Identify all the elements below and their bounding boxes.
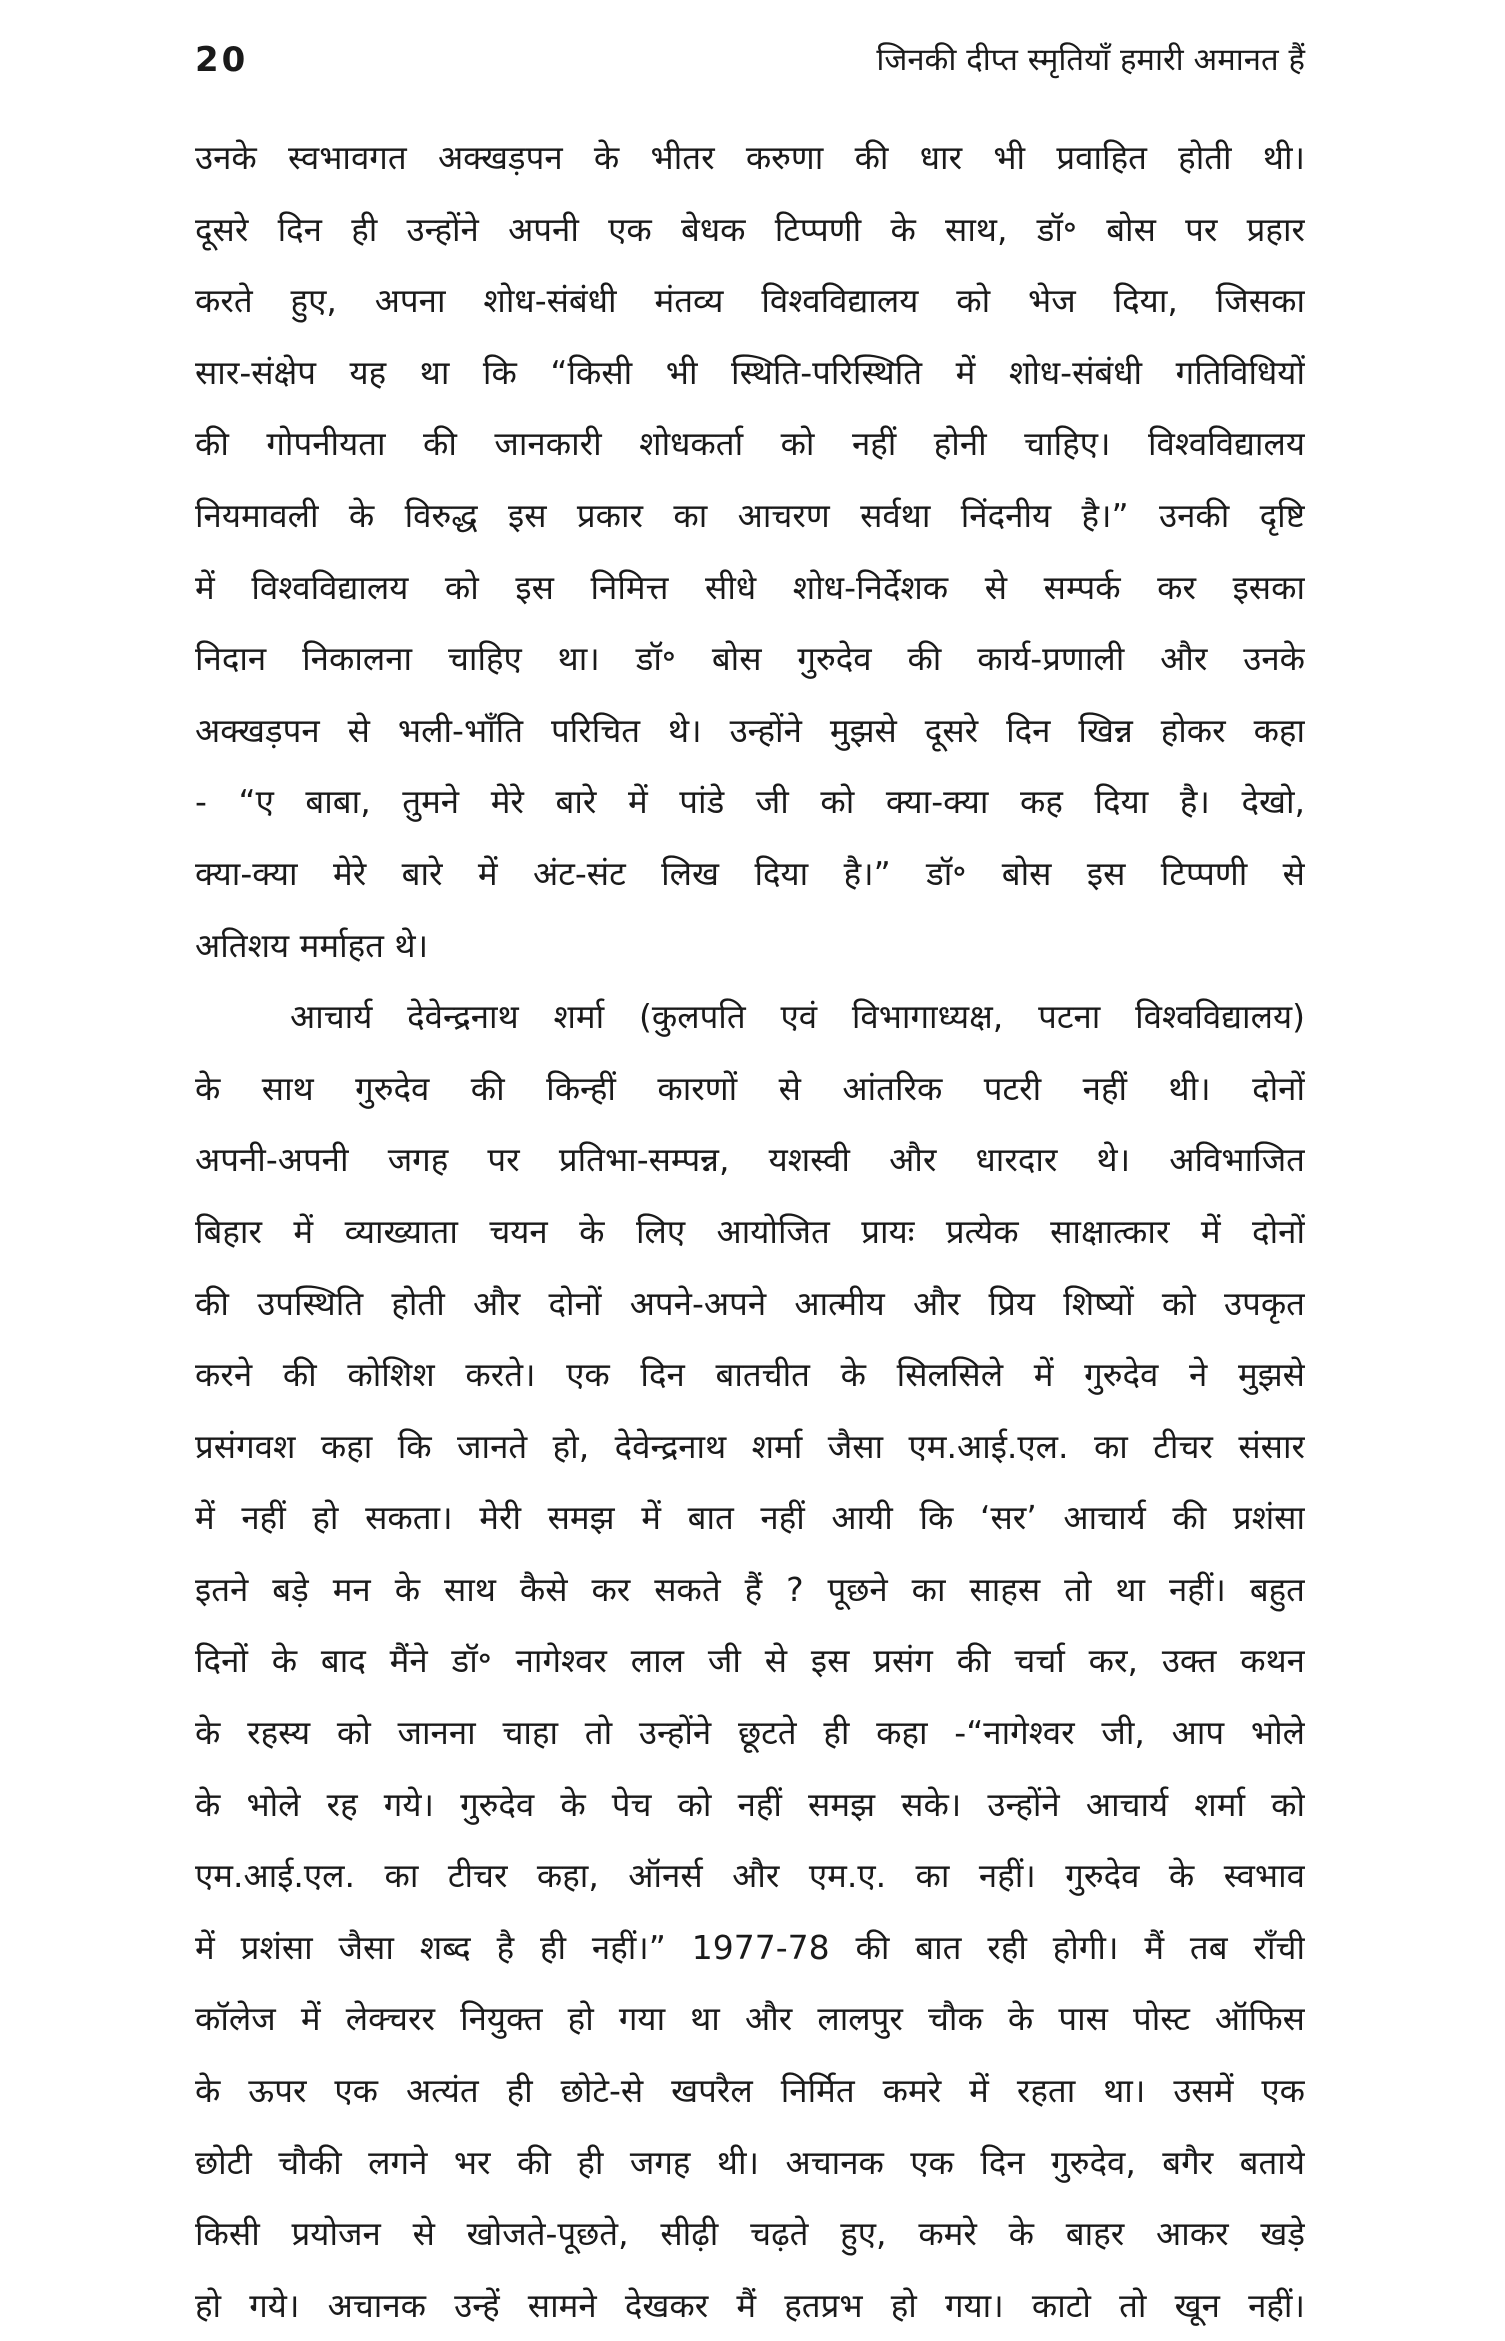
text-line: एम.आई.एल. का टीचर कहा, ऑनर्स और एम.ए. का नहीं। गुरुदेव के स्वभाव bbox=[195, 1856, 1305, 1896]
page-number: 20 bbox=[195, 40, 249, 80]
text-line: प्रसंगवश कहा कि जानते हो, देवेन्द्रनाथ शर्मा जैसा एम.आई.एल. का टीचर संसार bbox=[195, 1426, 1305, 1466]
text-line: के रहस्य को जानना चाहा तो उन्होंने छूटते ही कहा -“नागेश्वर जी, आप भोले bbox=[195, 1713, 1305, 1753]
text-line: के साथ गुरुदेव की किन्हीं कारणों से आंतरिक पटरी नहीं थी। दोनों bbox=[195, 1068, 1305, 1108]
text-line: कॉलेज में लेक्चरर नियुक्त हो गया था और लालपुर चौक के पास पोस्ट ऑफिस bbox=[195, 1999, 1305, 2039]
text-line: सार-संक्षेप यह था कि “किसी भी स्थिति-परिस्थिति में शोध-संबंधी गतिविधियों bbox=[195, 352, 1305, 392]
text-line: अपनी-अपनी जगह पर प्रतिभा-सम्पन्न, यशस्वी और धारदार थे। अविभाजित bbox=[195, 1140, 1305, 1180]
text-line: अतिशय मर्माहत थे। bbox=[195, 925, 429, 965]
text-line: क्या-क्या मेरे बारे में अंट-संट लिख दिया है।” डॉ॰ बोस इस टिप्पणी से bbox=[195, 853, 1305, 893]
text-line: अक्खड़पन से भली-भाँति परिचित थे। उन्होंने मुझसे दूसरे दिन खिन्न होकर कहा bbox=[195, 710, 1305, 750]
text-line: दिनों के बाद मैंने डॉ॰ नागेश्वर लाल जी से इस प्रसंग की चर्चा कर, उक्त कथन bbox=[195, 1641, 1305, 1681]
text-line: दूसरे दिन ही उन्होंने अपनी एक बेधक टिप्पणी के साथ, डॉ॰ बोस पर प्रहार bbox=[195, 209, 1305, 249]
text-line: के भोले रह गये। गुरुदेव के पेच को नहीं समझ सके। उन्होंने आचार्य शर्मा को bbox=[195, 1784, 1305, 1824]
text-line: में विश्वविद्यालय को इस निमित्त सीधे शोध-निर्देशक से सम्पर्क कर इसका bbox=[195, 567, 1305, 607]
paragraph-2 bbox=[195, 981, 1305, 2341]
text-line: आचार्य देवेन्द्रनाथ शर्मा (कुलपति एवं विभागाध्यक्ष, पटना विश्वविद्यालय) bbox=[290, 997, 1305, 1037]
text-line: निदान निकालना चाहिए था। डॉ॰ बोस गुरुदेव की कार्य-प्रणाली और उनके bbox=[195, 639, 1305, 679]
text-line: करने की कोशिश करते। एक दिन बातचीत के सिलसिले में गुरुदेव ने मुझसे bbox=[195, 1355, 1305, 1395]
text-line: की उपस्थिति होती और दोनों अपने-अपने आत्मीय और प्रिय शिष्यों को उपकृत bbox=[195, 1283, 1305, 1323]
text-line: छोटी चौकी लगने भर की ही जगह थी। अचानक एक दिन गुरुदेव, बगैर बताये bbox=[195, 2142, 1305, 2182]
body-text bbox=[195, 122, 1305, 2341]
paragraph-1 bbox=[195, 122, 1305, 981]
page-header bbox=[195, 40, 1305, 100]
text-line: - “ए बाबा, तुमने मेरे बारे में पांडे जी को क्या-क्या कह दिया है। देखो, bbox=[195, 782, 1305, 822]
text-line: में प्रशंसा जैसा शब्द है ही नहीं।” 1977-78 की बात रही होगी। मैं तब राँची bbox=[195, 1927, 1305, 1967]
text-line: नियमावली के विरुद्ध इस प्रकार का आचरण सर्वथा निंदनीय है।” उनकी दृष्टि bbox=[195, 495, 1305, 535]
text-line: करते हुए, अपना शोध-संबंधी मंतव्य विश्वविद्यालय को भेज दिया, जिसका bbox=[195, 281, 1305, 321]
text-line: बिहार में व्याख्याता चयन के लिए आयोजित प्रायः प्रत्येक साक्षात्कार में दोनों bbox=[195, 1211, 1305, 1251]
text-line: उनके स्वभावगत अक्खड़पन के भीतर करुणा की धार भी प्रवाहित होती थी। bbox=[195, 138, 1305, 177]
text-line: में नहीं हो सकता। मेरी समझ में बात नहीं आयी कि ‘सर’ आचार्य की प्रशंसा bbox=[195, 1498, 1305, 1538]
text-line: इतने बड़े मन के साथ कैसे कर सकते हैं ? पूछने का साहस तो था नहीं। बहुत bbox=[195, 1569, 1305, 1609]
running-title: जिनकी दीप्त स्मृतियाँ हमारी अमानत हैं bbox=[876, 42, 1305, 78]
text-line: किसी प्रयोजन से खोजते-पूछते, सीढ़ी चढ़ते हुए, कमरे के बाहर आकर खड़े bbox=[195, 2214, 1305, 2254]
text-line: की गोपनीयता की जानकारी शोधकर्ता को नहीं होनी चाहिए। विश्वविद्यालय bbox=[195, 424, 1305, 464]
text-line: के ऊपर एक अत्यंत ही छोटे-से खपरैल निर्मित कमरे में रहता था। उसमें एक bbox=[195, 2071, 1305, 2111]
text-line: हो गये। अचानक उन्हें सामने देखकर मैं हतप्रभ हो गया। काटो तो खून नहीं। bbox=[195, 2285, 1305, 2325]
